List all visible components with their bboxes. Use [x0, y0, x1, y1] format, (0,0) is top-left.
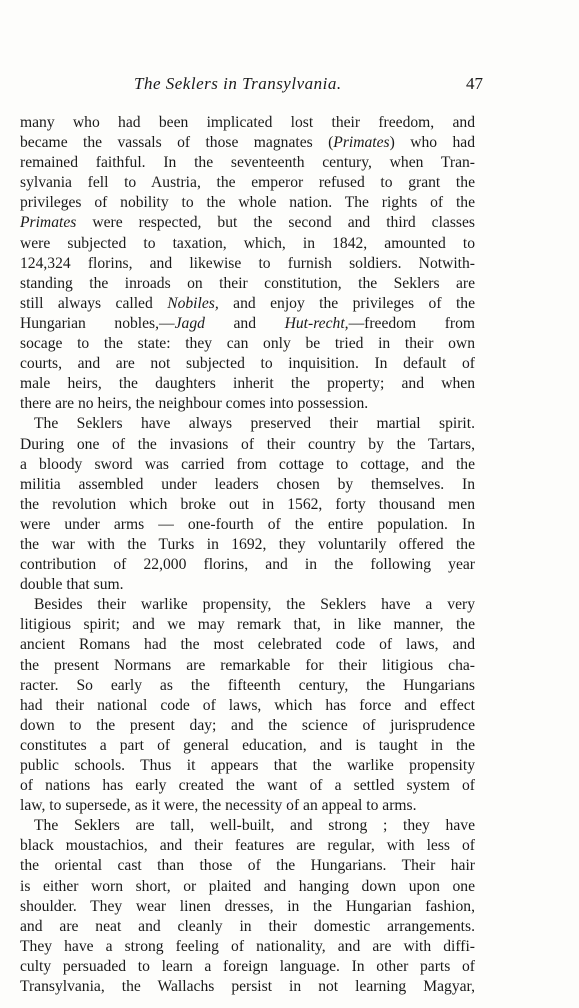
- text-line: [20, 334, 475, 354]
- text-run: were under arms — one-fourth of the entire population. In: [20, 515, 475, 533]
- text-line: [20, 515, 475, 535]
- text-line: [20, 153, 475, 173]
- text-line: [20, 234, 475, 254]
- page-number: 47: [466, 74, 483, 93]
- text-line: [20, 535, 475, 555]
- text-run: and are neat and cleanly in their domestic arrangements.: [20, 917, 475, 935]
- text-run: the present Normans are remarkable for their litigious cha-: [20, 656, 475, 674]
- text-run: and enjoy the privileges of the: [218, 294, 475, 312]
- text-line: [20, 696, 475, 716]
- text-run: ancient Romans had the most celebrated code of laws, and: [20, 636, 475, 654]
- text-run: still always called: [20, 294, 168, 312]
- text-run: male heirs, the daughters inherit the property; and when: [20, 375, 475, 393]
- text-run: litigious spirit; and we may remark that, in like manner, the: [20, 616, 475, 634]
- text-run: became the vassals of those magnates (: [20, 134, 334, 152]
- text-line: [20, 475, 475, 495]
- text-line: [20, 917, 475, 937]
- italic-term: Primates: [333, 134, 390, 152]
- text-line: [20, 716, 475, 736]
- text-run: privileges of nobility to the whole nation. The rights of the: [20, 194, 475, 212]
- text-line: [20, 314, 475, 334]
- text-run: a bloody sword was carried from cottage to cottage, and the: [20, 455, 475, 473]
- text-run: standing the inroads on their constitution, the Seklers are: [20, 274, 475, 292]
- text-line: [20, 816, 475, 836]
- text-run: militia assembled under leaders chosen by themselves. In: [20, 475, 475, 493]
- italic-term: Jagd: [174, 314, 205, 332]
- text-line: [20, 555, 475, 575]
- text-line: [20, 133, 475, 153]
- text-line: [20, 575, 475, 595]
- text-run: is either worn short, or plaited and hanging down upon one: [20, 877, 475, 895]
- text-line: [20, 394, 475, 414]
- text-line: [20, 656, 475, 676]
- text-run: down to the present day; and the science of jurisprudence: [20, 716, 475, 734]
- text-run: had their national code of laws, which has force and effect: [20, 696, 475, 714]
- text-line: [20, 595, 475, 615]
- text-run: and: [204, 314, 285, 332]
- running-title: The Seklers in Transylvania.: [134, 74, 342, 93]
- text-run: shoulder. They wear linen dresses, in the Hungarian fashion,: [20, 897, 475, 915]
- text-line: [20, 374, 475, 394]
- text-line: [20, 635, 475, 655]
- text-line: [20, 455, 475, 475]
- text-line: [20, 877, 475, 897]
- text-run: sylvania fell to Austria, the emperor refused to grant the: [20, 174, 475, 192]
- text-run: the revolution which broke out in 1562, forty thousand men: [20, 495, 475, 513]
- text-run: They have a strong feeling of nationality, and are with diffi-: [20, 937, 475, 955]
- text-run: black moustachios, and their features are regular, with less of: [20, 837, 475, 855]
- text-run: many who had been implicated lost their freedom, and: [20, 114, 475, 131]
- text-run: courts, and are not subjected to inquisition. In default of: [20, 355, 475, 373]
- text-run: 124,324 florins, and likewise to furnish soldiers. Notwith-: [20, 254, 475, 272]
- text-run: contribution of 22,000 florins, and in the following year: [20, 556, 475, 574]
- text-run: Besides their warlike propensity, the Seklers have a very: [34, 596, 475, 614]
- italic-term: Nobiles,: [167, 294, 219, 312]
- text-run: were respected, but the second and third classes: [76, 214, 475, 232]
- text-line: [20, 856, 475, 876]
- text-line: [20, 676, 475, 696]
- text-run: —freedom from: [348, 314, 476, 332]
- text-line: [20, 193, 475, 213]
- text-line: [20, 897, 475, 917]
- text-run: there are no heirs, the neighbour comes into possession.: [20, 395, 369, 413]
- text-run: remained faithful. In the seventeenth century, when Tran-: [20, 154, 475, 172]
- text-line: [20, 213, 475, 233]
- text-run: law, to supersede, as it were, the necessity of an appeal to arms.: [20, 797, 417, 815]
- text-run: double that sum.: [20, 576, 124, 594]
- text-run: the war with the Turks in 1692, they voluntarily offered the: [20, 535, 475, 553]
- italic-term: Primates: [20, 214, 77, 232]
- text-run: The Seklers are tall, well-built, and strong ; they have: [34, 817, 475, 835]
- text-run: Transylvania, the Wallachs persist in not learning Magyar,: [20, 978, 475, 996]
- text-line: [20, 836, 475, 856]
- running-head: [22, 74, 483, 96]
- text-line: [20, 615, 475, 635]
- text-line: [20, 776, 475, 796]
- text-line: [20, 937, 475, 957]
- text-line: [20, 957, 475, 977]
- text-line: [20, 435, 475, 455]
- body-text: [20, 113, 475, 997]
- text-run: The Seklers have always preserved their martial spirit.: [34, 415, 475, 433]
- text-run: constitutes a part of general education, and is taught in the: [20, 736, 475, 754]
- text-line: [20, 274, 475, 294]
- text-run: socage to the state: they can only be tried in their own: [20, 335, 475, 353]
- text-line: [20, 354, 475, 374]
- text-line: [20, 414, 475, 434]
- text-run: of nations has early created the want of a settled system of: [20, 777, 475, 795]
- text-run: racter. So early as the fifteenth century, the Hungarians: [20, 676, 475, 694]
- text-line: [20, 173, 475, 193]
- text-line: [20, 495, 475, 515]
- text-run: the oriental cast than those of the Hungarians. Their hair: [20, 857, 475, 875]
- text-line: [20, 736, 475, 756]
- text-line: [20, 756, 475, 776]
- text-line: [20, 294, 475, 314]
- text-run: Hungarian nobles,—: [20, 314, 175, 332]
- text-run: public schools. Thus it appears that the warlike propensity: [20, 757, 475, 774]
- text-run: ) who had: [389, 134, 475, 152]
- italic-term: Hut-recht,: [284, 314, 349, 332]
- text-line: [20, 113, 475, 133]
- text-run: During one of the invasions of their country by the Tartars,: [20, 435, 475, 453]
- text-run: culty persuaded to learn a foreign language. In other parts of: [20, 957, 475, 975]
- text-line: [20, 254, 475, 274]
- text-line: [20, 796, 475, 816]
- text-line: [20, 977, 475, 997]
- text-run: were subjected to taxation, which, in 1842, amounted to: [20, 234, 475, 252]
